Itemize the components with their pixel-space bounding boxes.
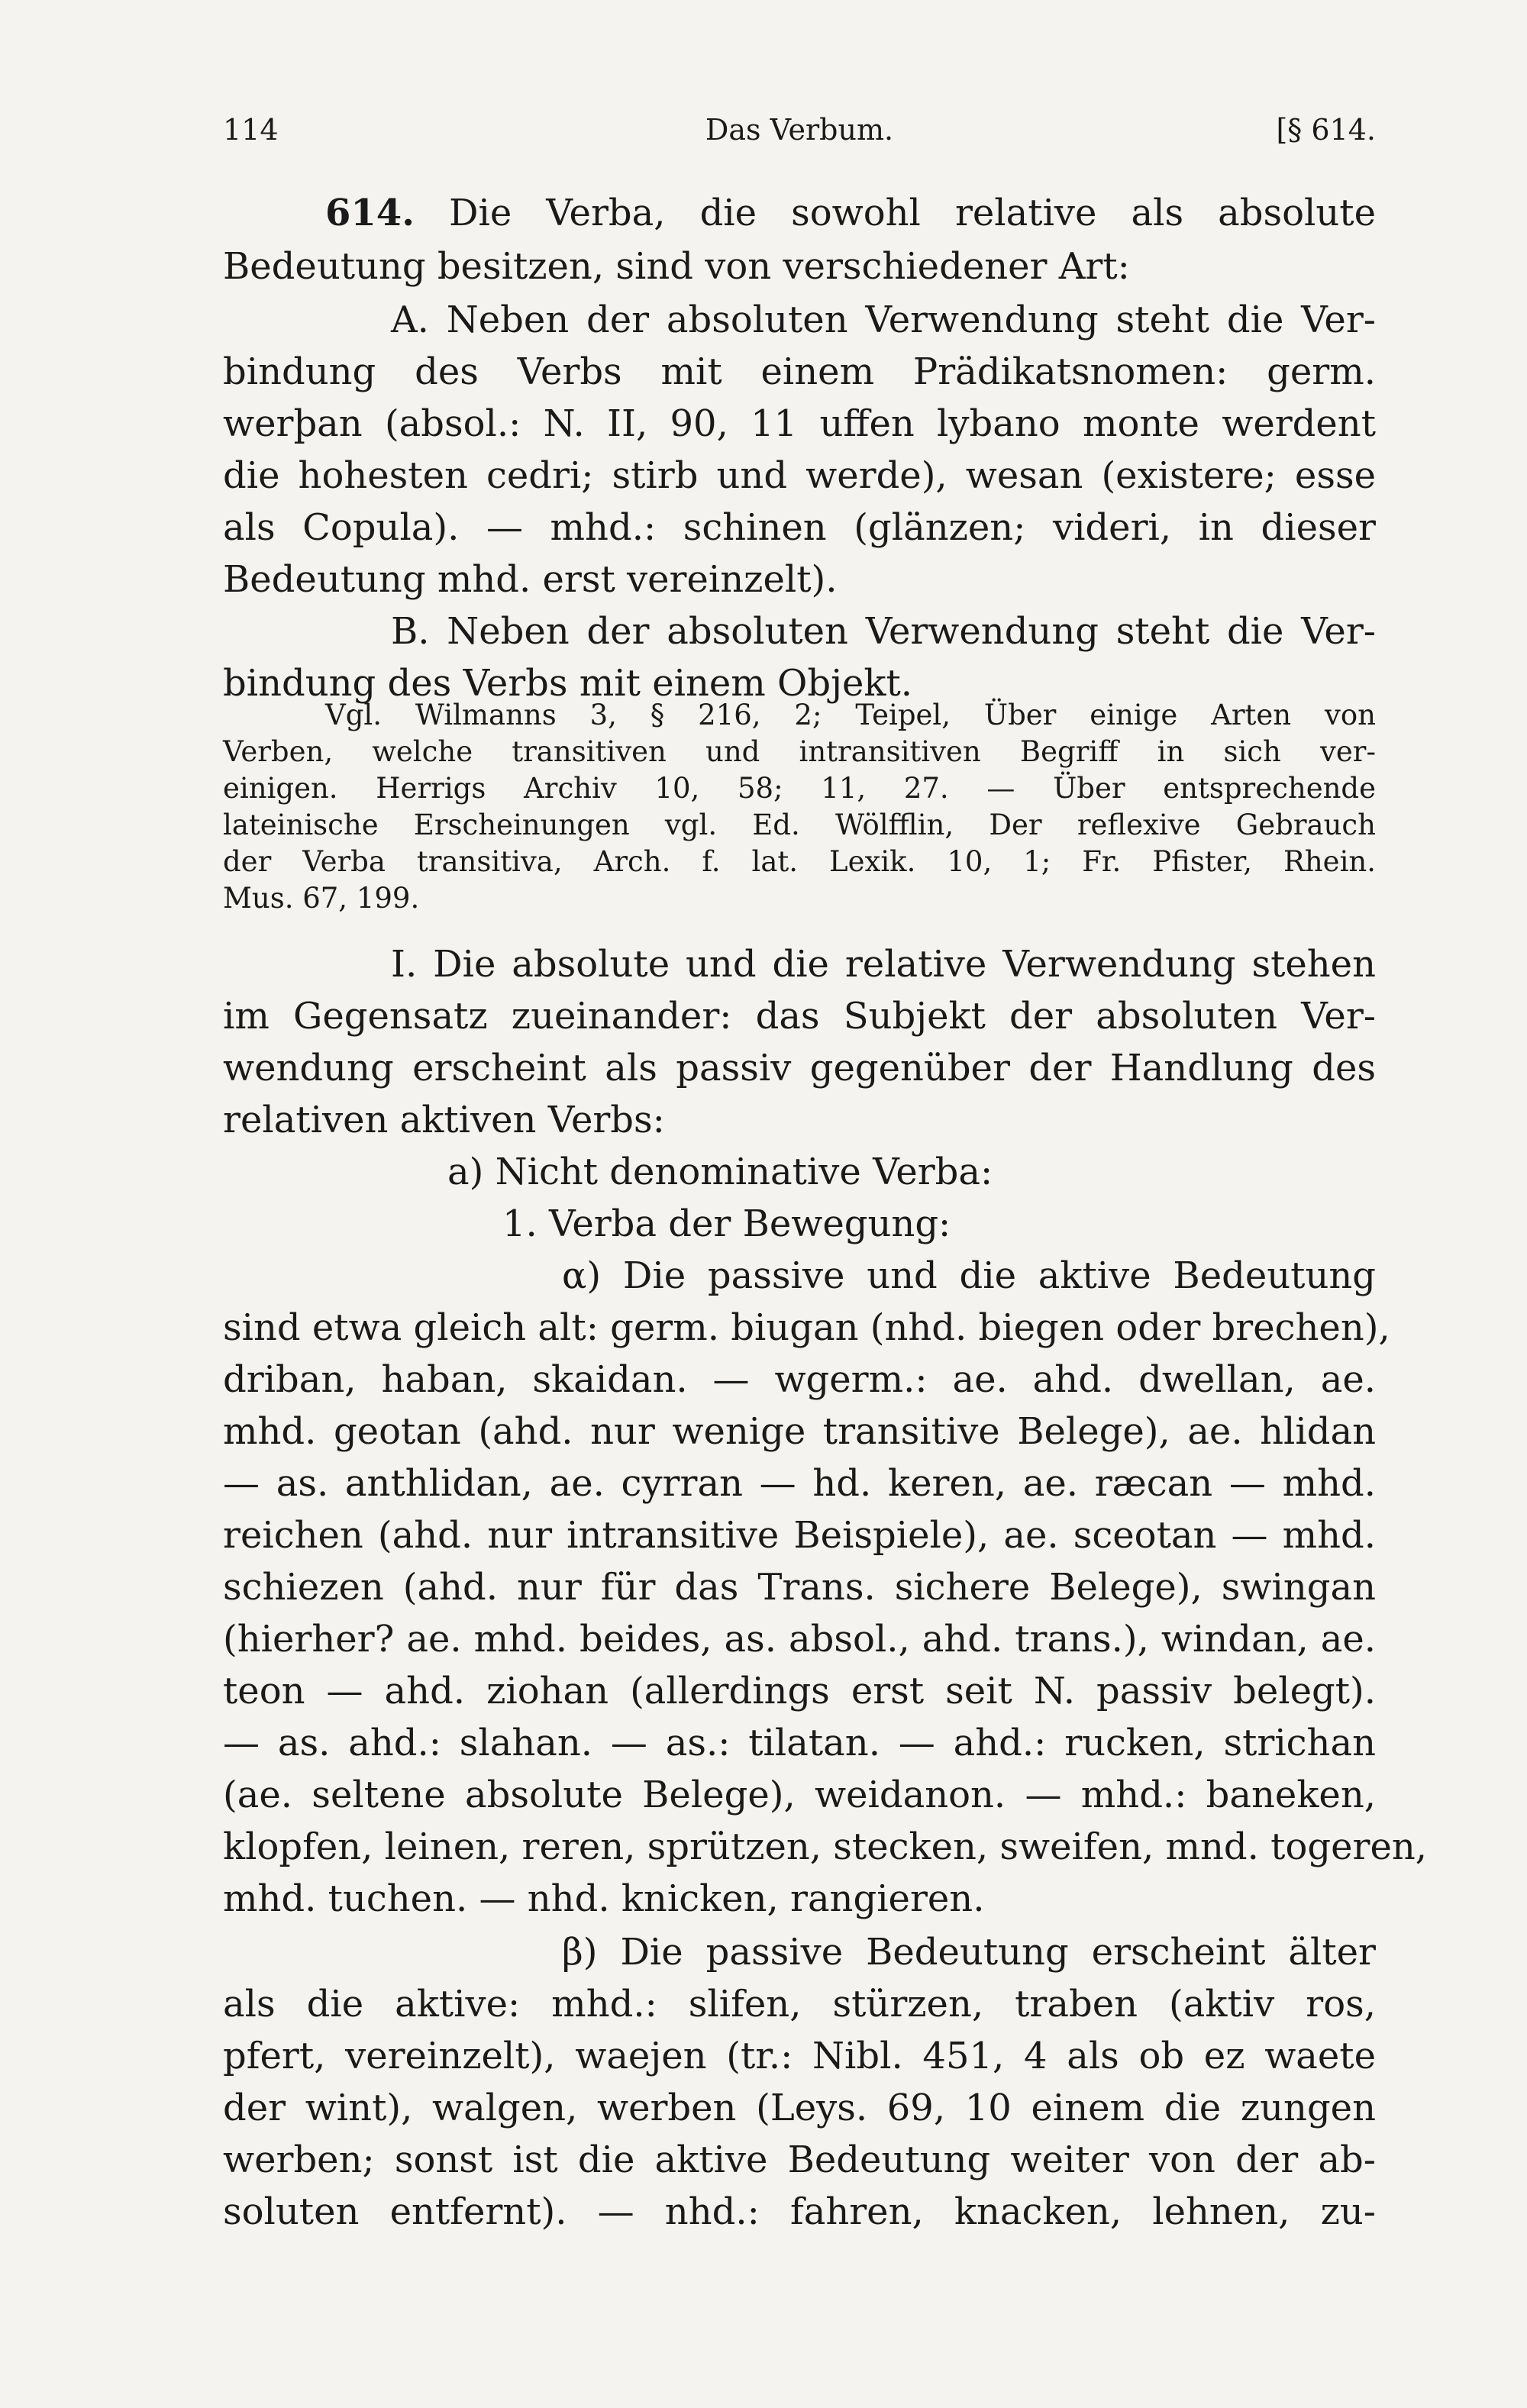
section-number: 614. [325,192,415,234]
section-reference: [§ 614. [1276,113,1376,147]
footnote-line: der Verba transitiva, Arch. f. lat. Lexik. 10, 1; Fr. Pfister, Rhein. [223,845,1376,878]
paragraph-line: Bedeutung mhd. erst vereinzelt). [223,558,838,601]
paragraph-line: werben; sonst ist die aktive Bedeutung weiter von der ab- [223,2138,1376,2181]
paragraph-line: sind etwa gleich alt: germ. biugan (nhd. biegen oder brechen), [223,1306,1390,1349]
footnote-line: lateinische Erscheinungen vgl. Ed. Wölfflin, Der reflexive Gebrauch [223,809,1376,841]
paragraph-line: bindung des Verbs mit einem Prädikatsnomen: germ. [223,350,1376,393]
paragraph-line: I. Die absolute und die relative Verwendung stehen [391,943,1376,986]
paragraph-line: 614. Die Verba, die sowohl relative als absolute [325,192,1377,234]
paragraph-line: klopfen, leinen, reren, sprützen, stecken, sweifen, mnd. togeren, [223,1825,1428,1868]
paragraph-line: der wint), walgen, werben (Leys. 69, 10 einem die zungen [223,2087,1376,2129]
paragraph-line: teon — ahd. ziohan (allerdings erst seit N. passiv belegt). [223,1670,1376,1712]
paragraph-line: soluten entfernt). — nhd.: fahren, knacken, lehnen, zu- [223,2190,1376,2233]
paragraph-line: wendung erscheint als passiv gegenüber der Handlung des [223,1047,1376,1089]
paragraph-line: A. Neben der absoluten Verwendung steht die Ver- [391,299,1376,341]
footnote-line: Verben, welche transitiven und intransitiven Begriff in sich ver- [223,735,1376,768]
paragraph-line: als Copula). — mhd.: schinen (glänzen; videri, in dieser [223,506,1376,549]
paragraph-line: pfert, vereinzelt), waejen (tr.: Nibl. 451, 4 als ob ez waete [223,2035,1376,2077]
footnote-line: einigen. Herrigs Archiv 10, 58; 11, 27. — Über entsprechende [223,772,1376,805]
paragraph-line: mhd. tuchen. — nhd. knicken, rangieren. [223,1877,985,1920]
page-number: 114 [223,113,279,147]
paragraph-line: — as. ahd.: slahan. — as.: tilatan. — ahd.: rucken, strichan [223,1722,1376,1764]
paragraph-line: bindung des Verbs mit einem Objekt. [223,662,913,705]
subheading-a: a) Nicht denominative Verba: [447,1151,993,1193]
paragraph-line: relativen aktiven Verbs: [223,1099,665,1141]
paragraph-line: α) Die passive und die aktive Bedeutung [562,1254,1376,1297]
paragraph-line: schiezen (ahd. nur für das Trans. sichere Belege), swingan [223,1566,1376,1609]
paragraph-line: β) Die passive Bedeutung erscheint älter [562,1931,1376,1974]
paragraph-line: Bedeutung besitzen, sind von verschiedener Art: [223,245,1130,288]
footnote-line: Mus. 67, 199. [223,882,420,915]
paragraph-line: die hohesten cedri; stirb und werde), wesan (existere; esse [223,454,1376,497]
paragraph-line: driban, haban, skaidan. — wgerm.: ae. ahd. dwellan, ae. [223,1358,1376,1401]
subheading-1: 1. Verba der Bewegung: [502,1202,951,1245]
paragraph-line: reichen (ahd. nur intransitive Beispiele), ae. sceotan — mhd. [223,1514,1376,1557]
paragraph-line: (ae. seltene absolute Belege), weidanon. — mhd.: baneken, [223,1774,1376,1816]
paragraph-line: im Gegensatz zueinander: das Subjekt der absoluten Ver- [223,995,1376,1038]
paragraph-line: als die aktive: mhd.: slifen, stürzen, traben (aktiv ros, [223,1983,1376,2025]
running-title: Das Verbum. [705,113,894,147]
footnote-line: Vgl. Wilmanns 3, § 216, 2; Teipel, Über einige Arten von [325,699,1376,731]
paragraph-line: — as. anthlidan, ae. cyrran — hd. keren, ae. ræcan — mhd. [223,1462,1376,1505]
paragraph-line: werþan (absol.: N. II, 90, 11 uffen lybano monte werdent [223,402,1376,445]
paragraph-line: mhd. geotan (ahd. nur wenige transitive Belege), ae. hlidan [223,1410,1376,1453]
paragraph-line: B. Neben der absoluten Verwendung steht die Ver- [391,610,1376,653]
paragraph-line: (hierher? ae. mhd. beides, as. absol., ahd. trans.), windan, ae. [223,1618,1376,1661]
running-header [223,107,1376,153]
